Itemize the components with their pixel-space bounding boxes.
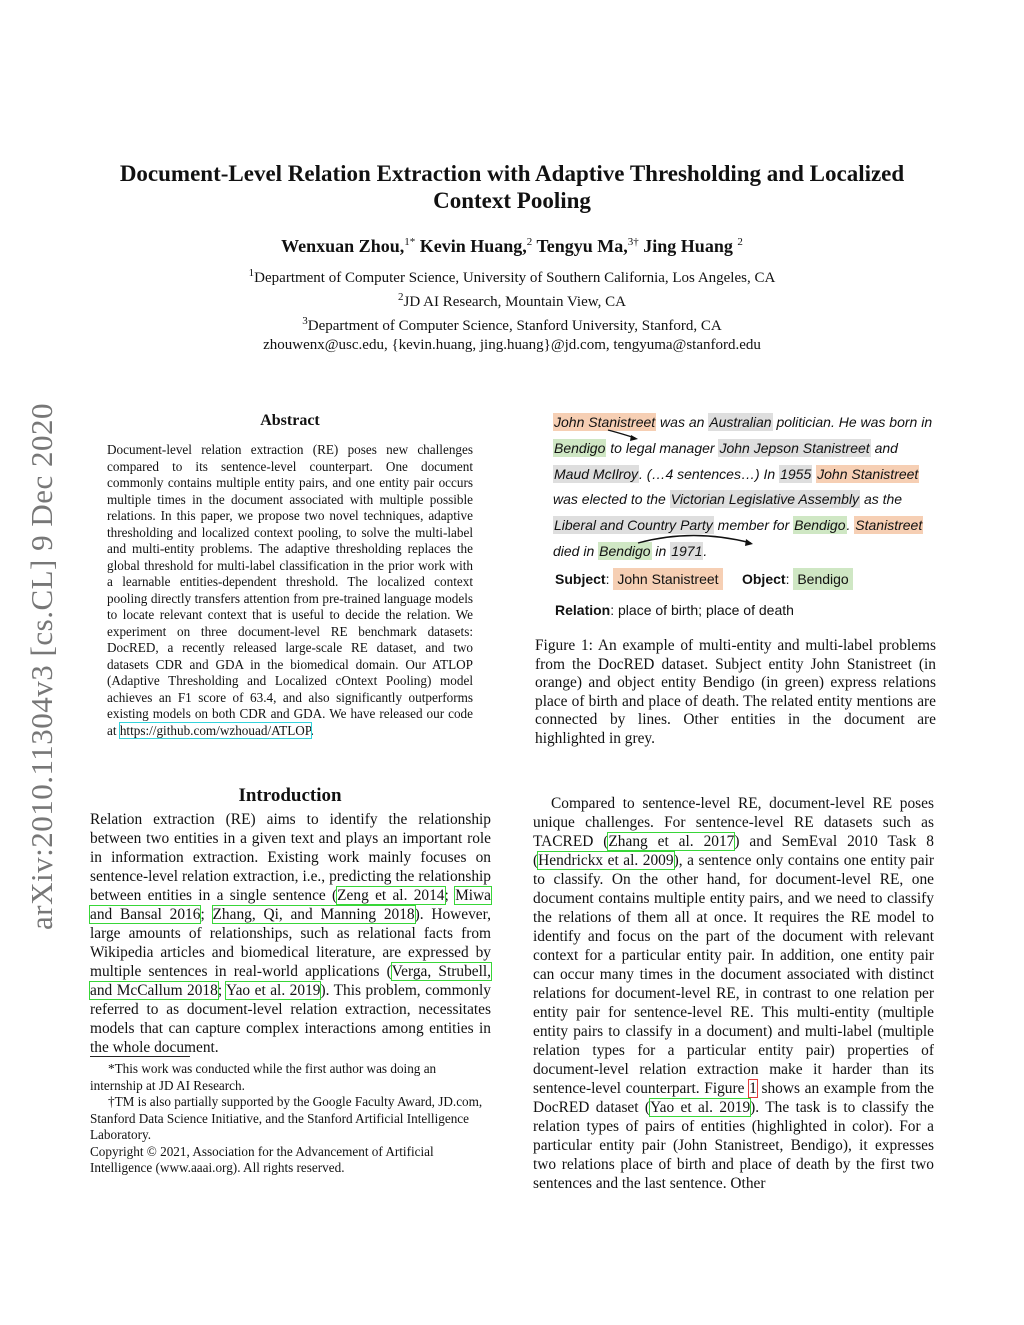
- affiliation-sup: 3: [302, 315, 308, 327]
- object-label: Object: [741, 571, 786, 587]
- fig-text: . (…4 sentences…) In: [639, 465, 780, 482]
- body-text: Compared to sentence-level RE, document-level RE poses unique challenges. For sentence-level RE datasets such as TACRED (: [533, 795, 934, 850]
- fig-text: .: [846, 517, 855, 534]
- affiliations: [80, 264, 944, 355]
- birth-arrowhead: [630, 435, 638, 441]
- intro-text: Relation extraction (RE) aims to identify the relationship between two entities in a given text and plays an important role in information extraction. Existing work mainly focuses on sentence-level relation extraction, i.e., predicting the relationship between entities in a single sentence (: [90, 811, 491, 904]
- entity-mention: Victorian Legislative Assembly: [670, 491, 860, 508]
- affiliation-text: Department of Computer Science, Stanford University, Stanford, CA: [307, 318, 722, 334]
- subject-value: John Stanistreet: [613, 568, 722, 590]
- right-column-body: [533, 794, 934, 1193]
- paper-title: [80, 160, 944, 214]
- body-text: ), a sentence only contains one entity pair to classify. On the other hand, for document-level RE, one document contains multiple entity pairs, and we need to classify the relations of them all at once. It requires the RE model to identify and focus on the part of the document with relevant context for a particular entity pair. In addition, one entity pair can occur many times in the document associated with distinct relations for document-level RE, in contrast to one relation per entity pair for sentence-level RE. This multi-entity (multiple entity pairs to classify in a document) and multi-label (multiple relation types for a particular entity pair) properties of document-level relation extraction make it harder than its sentence-level counterpart. Figure: [533, 852, 934, 1097]
- intro-sep: ;: [444, 887, 456, 904]
- intro-text: ). This problem, commonly referred to as document-level relation extraction, necessitates models that can capture complex interactions among entities in the whole document.: [90, 982, 491, 1056]
- abstract-end: .: [310, 722, 314, 738]
- introduction-heading: Introduction: [238, 785, 342, 806]
- footnote-2: †TM is also partially supported by the Google Faculty Award, JD.com, Stanford Data Science Initiative, and the Stanford Artificial Intelligence Laboratory.: [90, 1094, 483, 1142]
- title-line-2: Context Pooling: [433, 188, 591, 213]
- relation-label: Relation: [555, 602, 611, 618]
- author-name: Kevin Huang,: [419, 236, 527, 256]
- footnotes: [90, 1061, 491, 1177]
- abstract-heading: Abstract: [260, 412, 320, 429]
- copyright-notice: Copyright © 2021, Association for the Advancement of Artificial Intelligence (www.aaai.org). All rights reserved.: [90, 1143, 434, 1175]
- entity-mention: John Jepson Stanistreet: [719, 439, 870, 456]
- intro-sep: ;: [200, 906, 213, 923]
- arxiv-sidebar: arXiv:2010.11304v3 [cs.CL] 9 Dec 2020: [24, 402, 59, 930]
- object-mention: Bendigo: [599, 542, 651, 559]
- author-sup: 2: [737, 236, 743, 248]
- figure-ref-link[interactable]: 1: [749, 1080, 757, 1097]
- relation-value: place of birth; place of death: [618, 602, 794, 618]
- introduction-body: [90, 810, 491, 1057]
- body-text: shows an example from the DocRED dataset (: [533, 1080, 934, 1116]
- footnote-rule: [90, 1056, 190, 1057]
- fig-text: politician. He was born in: [772, 414, 933, 430]
- affiliation: [80, 288, 944, 312]
- intro-text: ). However, large amounts of relationships, such as relational facts from Wikipedia articles and biomedical literature, are expressed by multiple sentences in real-world applications (: [90, 906, 491, 980]
- affiliation: [80, 264, 944, 288]
- fig-text: member for: [713, 517, 794, 534]
- author-name: Wenxuan Zhou,: [281, 236, 405, 256]
- abstract-body: [107, 442, 473, 739]
- figure-caption: Figure 1: An example of multi-entity and multi-label problems from the DocRED dataset. Subject entity John Stanistreet (in orange) and object entity Bendigo (in green) express relations place of birth and place of death. The related entity mentions are connected by lines. Other entities in the document are highlighted in grey.: [535, 637, 936, 747]
- object-mention: Bendigo: [794, 517, 846, 534]
- affiliation-sup: 2: [398, 291, 404, 303]
- entity-mention: Australian: [709, 414, 772, 430]
- citation-link[interactable]: Zhang et al. 2017: [608, 833, 735, 850]
- citation-link[interactable]: Hendrickx et al. 2009: [538, 852, 674, 869]
- footnote-1: *This work was conducted while the first author was doing an internship at JD AI Research.: [90, 1061, 437, 1093]
- affiliation-text: JD AI Research, Mountain View, CA: [403, 294, 626, 310]
- figure-relation: Relation: place of birth; place of death: [555, 602, 794, 618]
- author-name: Tengyu Ma,: [536, 236, 628, 256]
- entity-mention: Maud McIlroy: [554, 465, 639, 482]
- body-text: ) and SemEval 2010 Task 8 (: [533, 833, 934, 869]
- author-sup: 1*: [404, 236, 416, 248]
- citation-link[interactable]: Miwa and Bansal 2016: [90, 887, 492, 923]
- body-text: ). The task is to classify the relation types of pairs of entities (highlighted in color). For a particular entity pair (John Stanistreet, Bendigo), it expresses two relations place of birth and place of death by the first two sentences and the last sentence. Other: [533, 1099, 934, 1192]
- fig-text: and: [870, 439, 898, 456]
- relation-arcs: [553, 410, 933, 570]
- author-sup: 2: [526, 236, 533, 248]
- subject-mention: John Stanistreet: [817, 465, 919, 482]
- fig-text: in: [651, 542, 671, 559]
- citation-link[interactable]: Zeng et al. 2014: [337, 887, 445, 904]
- code-link[interactable]: https://github.com/wzhouad/ATLOP: [119, 722, 311, 738]
- entity-mention: 1971: [671, 542, 703, 559]
- fig-text: was elected to the: [553, 491, 670, 508]
- author-name: Jing Huang: [643, 236, 733, 256]
- object-value: Bendigo: [793, 568, 852, 590]
- affiliation-sup: 1: [248, 267, 255, 279]
- author-sup: 3†: [627, 236, 639, 248]
- fig-text: died in: [553, 542, 599, 559]
- affiliation: [80, 312, 944, 336]
- title-line-1: Document-Level Relation Extraction with Adaptive Thresholding and Localized: [119, 161, 905, 186]
- subject-mention: Stanistreet: [855, 517, 923, 534]
- fig-text: was an: [656, 414, 709, 430]
- figure-legend: Subject: John Stanistreet Object: Bendigo: [555, 571, 853, 587]
- emails: zhouwenx@usc.edu, {kevin.huang, jing.huang}@jd.com, tengyuma@stanford.edu: [263, 337, 761, 353]
- citation-link[interactable]: Yao et al. 2019: [226, 982, 321, 999]
- abstract-text: Document-level relation extraction (RE) poses new challenges compared to its sentence-level counterpart. One document commonly contains multiple entity pairs, and one entity pair occurs multiple times in the document associated with multiple possible relations. In this paper, we propose two novel techniques, adaptive thresholding and localized context pooling, to solve the multi-label and multi-entity problems. The adaptive thresholding replaces the global threshold for multi-label classification in the prior work with a learnable entities-dependent threshold. The localized context pooling directly transfers attention from pre-trained language models to locate relevant context that is useful to decide the relation. We experiment on three document-level RE benchmark datasets: DocRED, a recently released large-scale RE dataset, and two datasets CDR and GDA in the biomedical domain. Our ATLOP (Adaptive Thresholding and Localized cOntext Pooling) model achieves an F1 score of 63.4, and also significantly outperforms existing models on both CDR and GDA. We have released our code at: [107, 442, 473, 738]
- citation-link[interactable]: Verga, Strubell, and McCallum 2018: [90, 963, 491, 999]
- object-mention: Bendigo: [554, 439, 606, 456]
- citation-link[interactable]: Zhang, Qi, and Manning 2018: [212, 906, 415, 923]
- affiliation-text: Department of Computer Science, University of Southern California, Los Angeles, CA: [254, 270, 776, 286]
- subject-mention: John Stanistreet: [554, 414, 656, 430]
- fig-text: .: [703, 542, 708, 559]
- entity-mention: 1955: [780, 465, 812, 482]
- author-list: [80, 236, 944, 257]
- death-arrowhead: [745, 539, 753, 546]
- entity-mention: Liberal and Country Party: [554, 517, 713, 534]
- citation-link[interactable]: Yao et al. 2019: [650, 1099, 751, 1116]
- fig-text: to legal manager: [606, 439, 719, 456]
- intro-sep: ;: [217, 982, 227, 999]
- fig-text: as the: [860, 491, 903, 508]
- death-arc: [638, 536, 751, 544]
- subject-label: Subject: [555, 571, 606, 587]
